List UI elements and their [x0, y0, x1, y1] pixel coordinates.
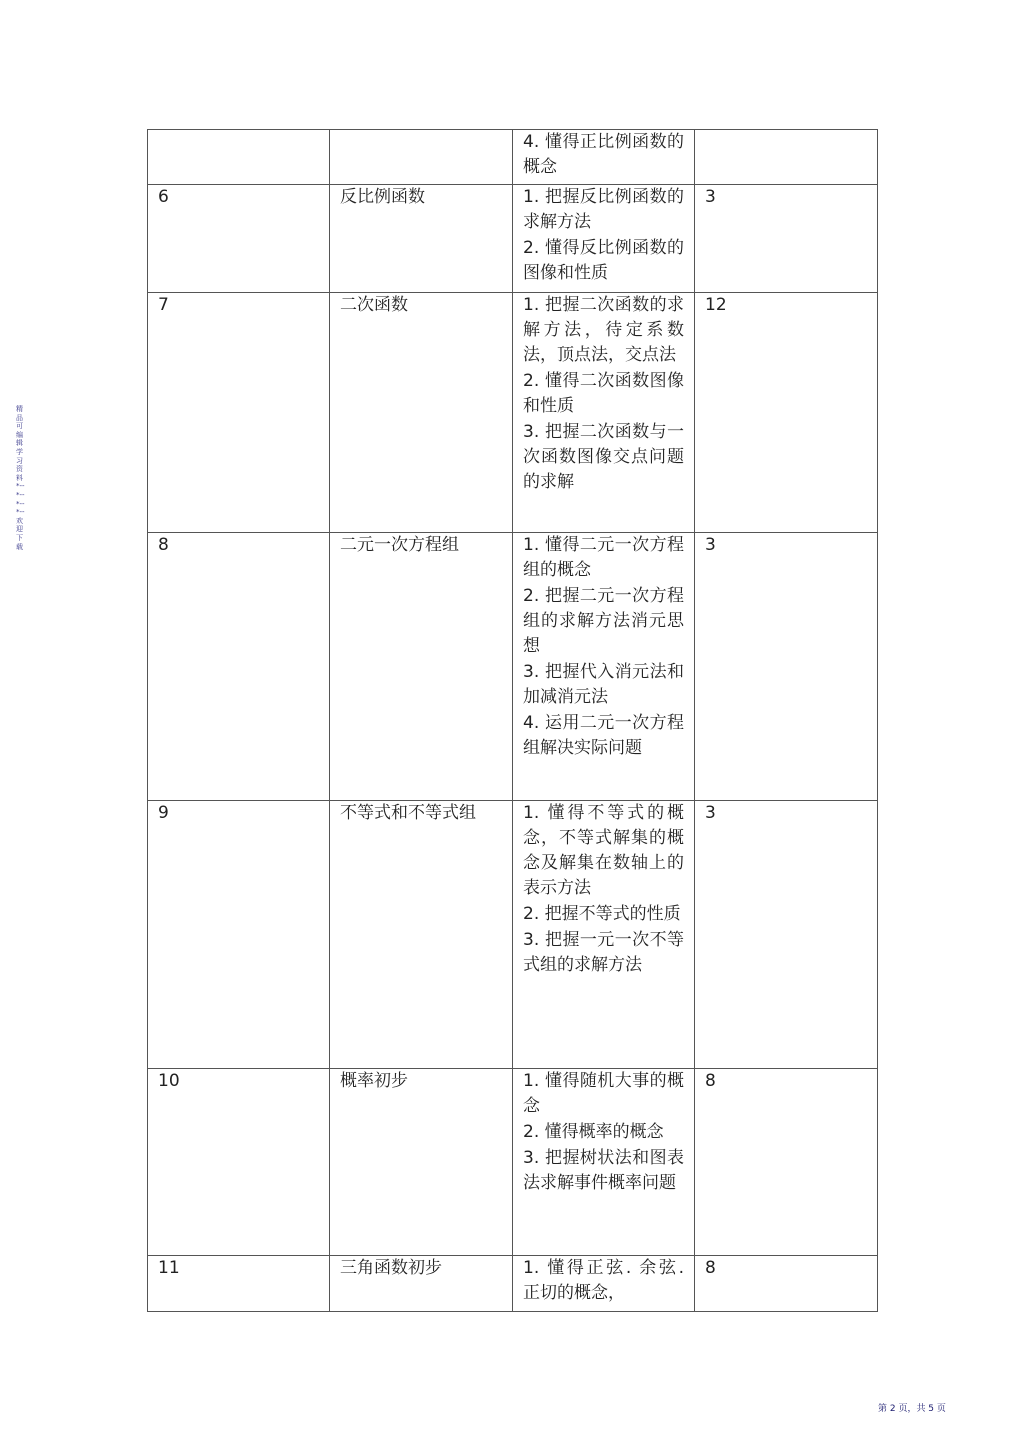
row-hours: 3 — [695, 185, 878, 293]
row-number: 10 — [148, 1069, 330, 1256]
goal-item: 3. 把握代入消元法和加减消元法 — [523, 662, 684, 707]
goal-item: 1. 把握二次函数的求解方法，待定系数法，顶点法，交点法 — [523, 295, 684, 365]
row-number: 8 — [148, 533, 330, 801]
table-row — [148, 1069, 878, 1256]
row-hours: 8 — [695, 1256, 878, 1312]
table-row — [148, 533, 878, 801]
row-goals — [513, 801, 695, 1069]
row-topic — [330, 130, 513, 185]
row-hours: 12 — [695, 293, 878, 533]
goal-item: 1. 懂得二元一次方程组的概念 — [523, 535, 684, 580]
row-topic: 反比例函数 — [330, 185, 513, 293]
goal-item: 2. 懂得概率的概念 — [523, 1122, 664, 1142]
goal-item: 2. 把握二元一次方程组的求解方法消元思想 — [523, 586, 684, 656]
row-hours — [695, 130, 878, 185]
table-row — [148, 185, 878, 293]
side-watermark-text: 精品可编辑学习资料 *--*--*--*--欢迎下载 — [16, 405, 25, 551]
row-number: 7 — [148, 293, 330, 533]
goal-item: 2. 把握不等式的性质 — [523, 904, 681, 924]
row-number: 9 — [148, 801, 330, 1069]
goal-item: 4. 懂得正比例函数的概念 — [523, 132, 684, 177]
goal-item: 1. 懂得正弦. 余弦. 正切的概念， — [523, 1258, 684, 1303]
table-row — [148, 1256, 878, 1312]
row-number — [148, 130, 330, 185]
goal-item: 3. 把握树状法和图表法求解事件概率问题 — [523, 1148, 684, 1193]
table-row — [148, 293, 878, 533]
goal-item: 2. 懂得反比例函数的图像和性质 — [523, 238, 684, 283]
row-goals — [513, 1069, 695, 1256]
goal-item: 3. 把握二次函数与一次函数图像交点问题的求解 — [523, 422, 684, 492]
goal-item: 1. 懂得不等式的概念，不等式解集的概念及解集在数轴上的表示方法 — [523, 803, 684, 898]
row-goals — [513, 130, 695, 185]
page-footer: 第 2 页，共 5 页 — [878, 1404, 946, 1414]
row-goals — [513, 533, 695, 801]
row-number: 11 — [148, 1256, 330, 1312]
row-topic: 二元一次方程组 — [330, 533, 513, 801]
table-row — [148, 130, 878, 185]
row-topic: 二次函数 — [330, 293, 513, 533]
goal-item: 2. 懂得二次函数图像和性质 — [523, 371, 684, 416]
row-number: 6 — [148, 185, 330, 293]
syllabus-table — [147, 129, 878, 1312]
goal-item: 4. 运用二元一次方程组解决实际问题 — [523, 713, 684, 758]
row-hours: 3 — [695, 801, 878, 1069]
goal-item: 1. 懂得随机大事的概念 — [523, 1071, 684, 1116]
goal-item: 3. 把握一元一次不等式组的求解方法 — [523, 930, 684, 975]
row-hours: 8 — [695, 1069, 878, 1256]
row-hours: 3 — [695, 533, 878, 801]
row-goals — [513, 293, 695, 533]
table-row — [148, 801, 878, 1069]
row-goals — [513, 185, 695, 293]
row-topic: 三角函数初步 — [330, 1256, 513, 1312]
row-topic: 概率初步 — [330, 1069, 513, 1256]
row-goals — [513, 1256, 695, 1312]
goal-item: 1. 把握反比例函数的求解方法 — [523, 187, 684, 232]
row-topic: 不等式和不等式组 — [330, 801, 513, 1069]
